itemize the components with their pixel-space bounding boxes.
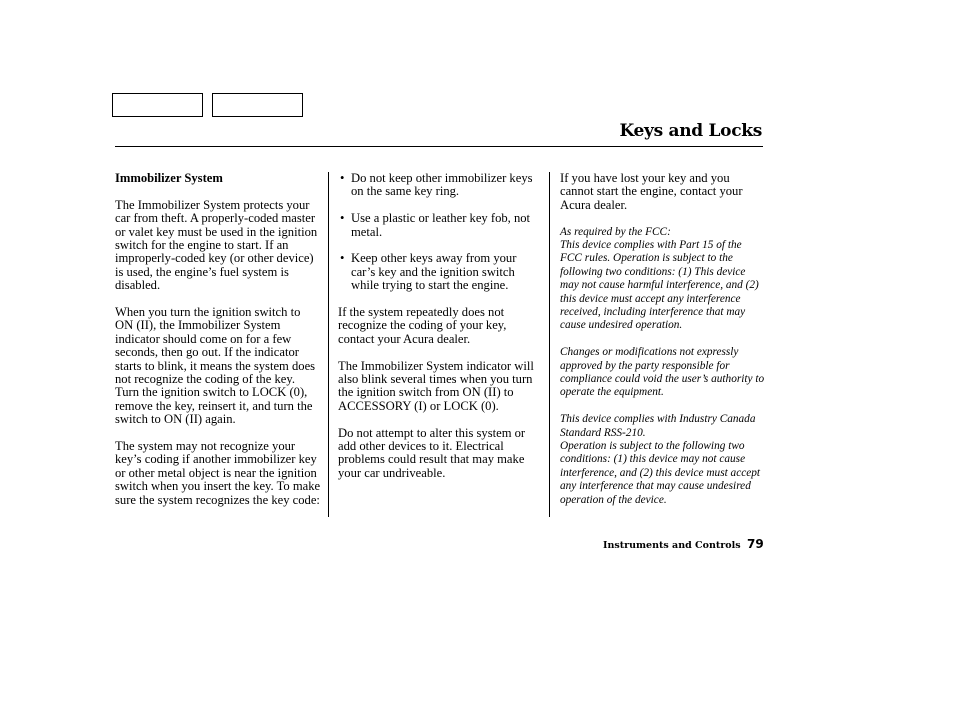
page-number: 79 <box>747 537 764 551</box>
paragraph-intro: The Immobilizer System protects your car from theft. A properly-coded master or valet key must be used in the ignition switch for the engine to start. If an improperly-coded key (or other device) is used, the engine’s fuel system is disabled. <box>115 197 318 293</box>
fcc-intro: As required by the FCC: <box>560 225 671 238</box>
bullet-item <box>338 172 543 199</box>
next-page-button[interactable] <box>212 93 303 117</box>
bullet-item <box>338 212 543 239</box>
paragraph-contact-dealer: If the system repeatedly does not recognize the coding of your key, contact your Acura dealer. <box>338 305 507 346</box>
column-1 <box>115 172 321 521</box>
fcc-compliance: This device complies with Part 15 of the FCC rules. Operation is subject to the following two conditions: (1) This device may not cause harmful interference, and (2) this device must accept any interference received, including interference that may cause undesired operation. <box>560 239 759 332</box>
section-title: Keys and Locks <box>619 121 762 141</box>
column-2 <box>328 172 543 517</box>
bullet-dot: • <box>340 171 345 185</box>
bullet-text: Keep other keys away from your car’s key and the ignition switch while trying to start the engine. <box>351 251 517 293</box>
paragraph-lost-key: If you have lost your key and you cannot start the engine, contact your Acura dealer. <box>560 171 743 212</box>
column-3 <box>549 172 765 517</box>
footer-section-name: Instruments and Controls <box>603 540 741 551</box>
bullet-item <box>338 252 543 292</box>
bullet-dot: • <box>340 211 345 226</box>
paragraph-indicator-blink: The Immobilizer System indicator will also blink several times when you turn the ignition switch from ON (II) to ACCESSORY (I) or LOCK (0). <box>338 358 534 413</box>
paragraph-indicator: When you turn the ignition switch to ON (II), the Immobilizer System indicator should come on for a few seconds, then go out. If the indicator starts to blink, it means the system does not recognize the coding of the key. Turn the ignition switch to LOCK (0), remove the key, reinsert it, and turn the switch to ON (II) again. <box>115 305 316 427</box>
previous-page-button[interactable] <box>112 93 203 117</box>
bullet-dot: • <box>340 251 345 266</box>
industry-canada-conditions: Operation is subject to the following two conditions: (1) this device may not cause interference, and (2) this device must accept any interference that may cause undesired operation of the device. <box>560 440 761 506</box>
header-rule <box>115 146 763 147</box>
bullet-text: Use a plastic or leather key fob, not metal. <box>351 211 531 239</box>
paragraph-recognition: The system may not recognize your key’s coding if another immobilizer key or other metal object is near the ignition switch when you insert the key. To make sure the system recognizes the key code: <box>115 439 321 507</box>
bullet-text: Do not keep other immobilizer keys on the same key ring. <box>351 171 533 199</box>
changes-warning: Changes or modifications not expressly approved by the party responsible for compliance could void the user’s authority to operate the equipment. <box>560 346 765 399</box>
immobilizer-heading: Immobilizer System <box>115 171 223 185</box>
paragraph-do-not-alter: Do not attempt to alter this system or add other devices to it. Electrical problems could result that may make your car undriveable. <box>338 425 526 480</box>
industry-canada-statement: This device complies with Industry Canada Standard RSS-210. <box>560 413 756 439</box>
